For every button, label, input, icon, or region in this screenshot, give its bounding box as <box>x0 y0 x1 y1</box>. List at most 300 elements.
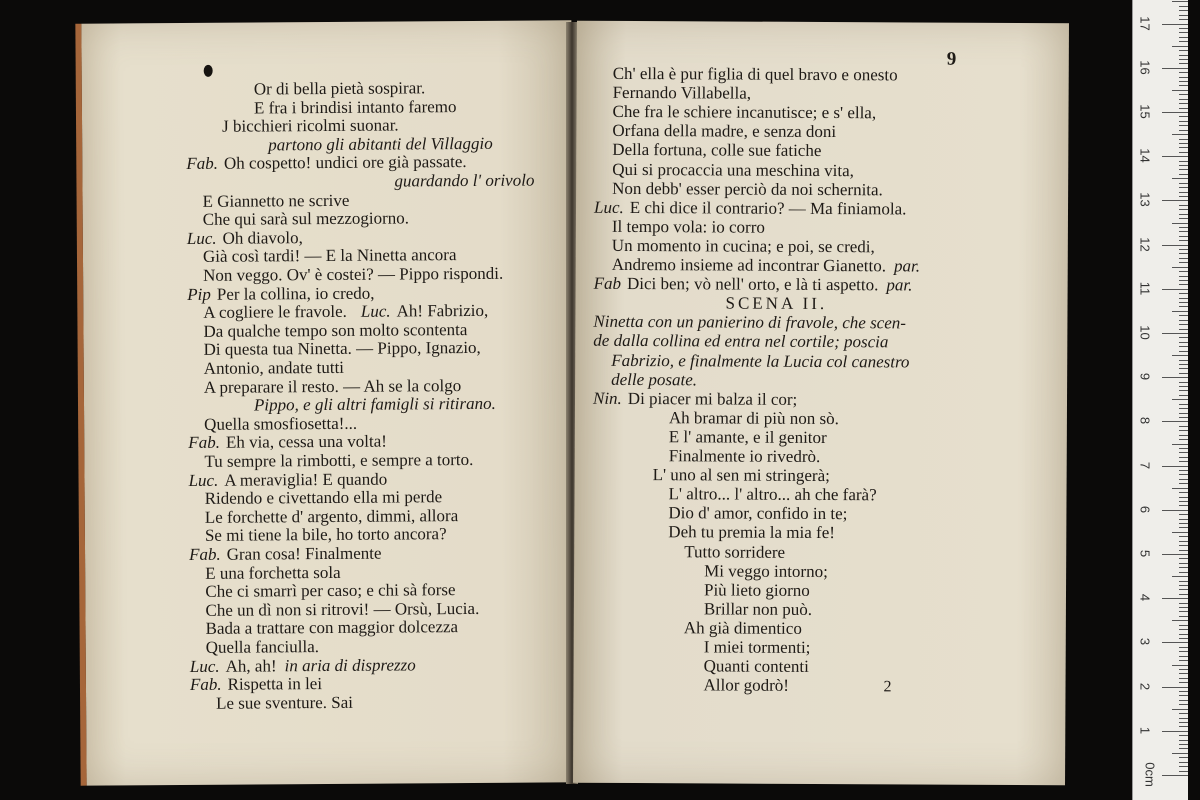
verse-text: Che qui sarà sul mezzogiorno. <box>202 208 410 230</box>
ruler-tick <box>1179 116 1188 117</box>
ruler-tick <box>1179 373 1188 374</box>
ruler-tick <box>1162 377 1188 378</box>
verse-text: Che fra le schiere incanutisce; e s' ella, <box>612 102 877 123</box>
ruler-tick <box>1179 346 1188 347</box>
ruler-tick <box>1179 147 1188 148</box>
verse-text: Quella fanciulla. <box>205 637 320 657</box>
ruler-tick <box>1179 227 1188 228</box>
text-line <box>725 295 827 314</box>
ruler-label: 3 <box>1137 638 1153 646</box>
ruler-tick <box>1179 435 1188 436</box>
verse-text: A preparare il resto. — Ah se la colgo <box>203 375 462 397</box>
verse-text: Le forchette d' argento, dimmi, allora <box>204 505 459 527</box>
text-line <box>704 562 828 581</box>
verse-text: Bada a trattare con maggior dolcezza <box>205 617 459 639</box>
ruler-tick <box>1179 161 1188 162</box>
text-line <box>612 160 854 179</box>
verse-text: Brillar non può. <box>703 599 813 619</box>
ruler-label: 13 <box>1137 192 1153 208</box>
verse-text: Ch' ella è pur figlia di quel bravo e onesto <box>612 63 898 85</box>
ruler-tick <box>1179 236 1188 237</box>
ruler-tick <box>1172 753 1188 754</box>
page-number: 9 <box>946 48 957 70</box>
verse-text: Quanti contenti <box>703 656 809 677</box>
ruler-tick <box>1162 68 1188 69</box>
ruler-tick <box>1179 483 1188 484</box>
ink-spot <box>204 65 213 77</box>
ruler-tick <box>1179 527 1188 528</box>
ruler-tick <box>1179 59 1188 60</box>
stage-direction: delle posate. <box>611 369 698 389</box>
ruler-tick <box>1172 488 1188 489</box>
ruler-tick <box>1179 364 1188 365</box>
text-line <box>613 84 752 103</box>
ruler-tick <box>1179 558 1188 559</box>
text-line <box>669 447 821 466</box>
ruler-tick <box>1179 258 1188 259</box>
ruler-tick <box>1179 452 1188 453</box>
ruler-tick <box>1179 404 1188 405</box>
ruler-tick <box>1179 461 1188 462</box>
ruler-tick <box>1162 642 1188 643</box>
ruler-tick <box>1179 125 1188 126</box>
ruler-tick <box>1172 223 1188 224</box>
ruler-tick <box>1179 214 1188 215</box>
ruler-tick <box>1179 324 1188 325</box>
text-line <box>612 103 876 122</box>
ruler-tick <box>1179 6 1188 7</box>
ruler-label: 6 <box>1137 505 1153 513</box>
ruler-tick <box>1179 240 1188 241</box>
ruler-tick <box>1162 598 1188 599</box>
ruler-tick <box>1179 19 1188 20</box>
stage-direction: Fabrizio, e finalmente la Lucia col canestro <box>611 350 910 371</box>
text-line <box>612 256 920 276</box>
ruler-tick <box>1162 687 1188 688</box>
stage-direction: partono gli abitanti del Villaggio <box>268 133 493 155</box>
ruler-tick <box>1179 656 1188 657</box>
text-line <box>254 98 457 117</box>
ruler-tick <box>1162 112 1188 113</box>
text-line <box>204 377 461 397</box>
ruler-tick <box>1179 594 1188 595</box>
verse-text: Della fortuna, colle sue fatiche <box>612 140 822 161</box>
text-line <box>254 79 425 98</box>
ruler-tick <box>1172 90 1188 91</box>
text-line <box>704 638 811 657</box>
verse-text: Antonio, andate tutti <box>203 357 345 378</box>
text-line <box>668 524 835 543</box>
ruler-tick <box>1179 196 1188 197</box>
ruler-tick <box>1172 532 1188 533</box>
verse-text: Che un dì non si ritrovi! — Orsù, Lucia. <box>205 598 480 620</box>
signature-mark: 2 <box>883 678 892 696</box>
ruler-tick <box>1179 298 1188 299</box>
text-line <box>203 191 350 210</box>
verse-text: Che ci smarrì per caso; e chi sà forse <box>205 580 456 602</box>
ruler-tick <box>1162 200 1188 201</box>
verse-text: E fra i brindisi intanto faremo <box>253 96 457 118</box>
ruler-tick <box>1179 205 1188 206</box>
left-page-text <box>81 20 571 713</box>
ruler-tick <box>1179 660 1188 661</box>
ruler-tick <box>1179 718 1188 719</box>
ruler-label: 0cm <box>1142 762 1158 787</box>
verse-text: Orfana della madre, e senza doni <box>612 121 837 142</box>
ruler-tick <box>1162 775 1188 776</box>
ruler-tick <box>1172 444 1188 445</box>
ruler-tick <box>1179 280 1188 281</box>
text-line <box>203 210 409 229</box>
ruler-tick <box>1179 395 1188 396</box>
speaker-name: Fab. <box>189 674 222 695</box>
left-page <box>75 20 576 785</box>
ruler-tick <box>1179 572 1188 573</box>
ruler-tick <box>1179 470 1188 471</box>
ruler-tick <box>1179 249 1188 250</box>
ruler-tick <box>1179 673 1188 674</box>
ruler-tick <box>1179 108 1188 109</box>
speaker-name: Pip <box>187 284 211 304</box>
ruler-tick <box>1179 638 1188 639</box>
ruler-tick <box>1179 607 1188 608</box>
ruler-tick <box>1179 757 1188 758</box>
ruler-label: 7 <box>1137 461 1153 469</box>
verse-text: Ah! Fabrizio, <box>396 301 489 321</box>
verse-text: E una forchetta sola <box>205 562 341 583</box>
text-line <box>188 433 387 452</box>
ruler-tick <box>1179 276 1188 277</box>
text-line <box>205 507 459 527</box>
ruler-tick <box>1179 695 1188 696</box>
ruler-tick <box>1179 165 1188 166</box>
ruler-tick <box>1179 519 1188 520</box>
text-line <box>703 677 789 695</box>
ruler-tick <box>1179 72 1188 73</box>
ruler-tick <box>1162 289 1188 290</box>
ruler-tick <box>1179 691 1188 692</box>
speaker-name: Nin. <box>592 388 622 408</box>
ruler-tick <box>1179 390 1188 391</box>
ruler-tick <box>1179 50 1188 51</box>
ruler-tick <box>1172 399 1188 400</box>
ruler-tick <box>1179 315 1188 316</box>
text-line <box>594 275 913 295</box>
scene-heading: SCENA II. <box>725 293 828 314</box>
ruler-tick <box>1162 554 1188 555</box>
verse-text: Ah bramar di più non sò. <box>668 408 839 428</box>
ruler-tick <box>1179 10 1188 11</box>
ruler-tick <box>1179 408 1188 409</box>
ruler-tick <box>1162 421 1188 422</box>
text-line <box>593 389 797 408</box>
ruler-tick <box>1179 744 1188 745</box>
ruler-label: 17 <box>1137 15 1153 31</box>
verse-text: Non debb' esser perciò da noi schernita. <box>612 178 883 199</box>
ruler-tick <box>1179 541 1188 542</box>
ruler-tick <box>1179 306 1188 307</box>
ruler-label: 14 <box>1137 148 1153 163</box>
text-line <box>204 339 481 359</box>
ruler-tick <box>1179 581 1188 582</box>
ruler-tick <box>1172 576 1188 577</box>
verse-text: A meraviglia! E quando <box>224 469 388 490</box>
verse-text: Le sue sventure. Sai <box>216 692 354 713</box>
ruler-tick <box>1179 669 1188 670</box>
ruler-tick <box>1179 302 1188 303</box>
ruler-tick <box>1179 536 1188 537</box>
ruler-tick <box>1179 55 1188 56</box>
verse-text: L' altro... l' altro... ah che farà? <box>668 484 877 505</box>
verse-text: Un momento in cucina; e poi, se credi, <box>611 235 875 257</box>
ruler-label: 4 <box>1137 594 1153 602</box>
ruler-label: 10 <box>1137 325 1153 340</box>
ruler-tick <box>1172 134 1188 135</box>
speaker-name: Luc. <box>189 656 220 676</box>
ruler-label: 9 <box>1137 373 1153 381</box>
ruler-tick <box>1179 514 1188 515</box>
ruler-tick <box>1179 629 1188 630</box>
speaker-name: Fab. <box>186 154 219 174</box>
verse-text: Gran cosa! Finalmente <box>226 543 382 564</box>
verse-text: Non veggo. Ov' è costei? — Pippo rispondi. <box>203 263 504 285</box>
stage-direction: par. <box>886 275 913 295</box>
text-line <box>187 229 303 248</box>
ruler-tick <box>1172 620 1188 621</box>
verse-text: Ridendo e civettando ella mi perde <box>204 487 443 509</box>
ruler-tick <box>1162 731 1188 732</box>
verse-text: E chi dice il contrario? — Ma finiamola. <box>629 197 907 219</box>
text-line <box>612 237 875 256</box>
text-line <box>205 581 455 601</box>
text-line <box>611 370 697 388</box>
ruler-tick <box>1179 231 1188 232</box>
ruler-tick <box>1172 665 1188 666</box>
ruler-tick <box>1179 271 1188 272</box>
ruler-tick <box>1179 430 1188 431</box>
ruler-tick <box>1179 651 1188 652</box>
ruler-tick <box>1179 262 1188 263</box>
ruler-tick <box>1179 457 1188 458</box>
ruler-tick <box>1179 320 1188 321</box>
verse-text: E l' amante, e il genitor <box>668 427 827 447</box>
ruler-tick <box>1179 704 1188 705</box>
ruler-tick <box>1179 722 1188 723</box>
ruler-tick <box>1179 474 1188 475</box>
verse-text: Eh via, cessa una volta! <box>225 431 387 453</box>
ruler-tick <box>1179 439 1188 440</box>
text-line <box>612 122 836 141</box>
text-line <box>394 172 534 191</box>
ruler-tick <box>1179 766 1188 767</box>
ruler-tick <box>1179 183 1188 184</box>
verse-text: Andremo insieme ad incontrar Gianetto. <box>611 254 887 276</box>
ruler-label: 5 <box>1137 549 1153 558</box>
ruler-tick <box>1172 267 1188 268</box>
ruler-tick <box>1179 337 1188 338</box>
ruler-tick <box>1179 567 1188 568</box>
ruler-tick <box>1179 32 1188 33</box>
text-line <box>206 638 319 657</box>
ruler-tick <box>1179 284 1188 285</box>
ruler-tick <box>1179 63 1188 64</box>
ruler-tick <box>1179 762 1188 763</box>
text-line <box>222 117 399 136</box>
ruler-tick <box>1179 501 1188 502</box>
ruler-tick <box>1179 253 1188 254</box>
verse-text: Dici ben; vò nell' orto, e là ti aspetto. <box>626 274 879 295</box>
ruler-tick <box>1179 382 1188 383</box>
ruler-tick <box>1179 603 1188 604</box>
speaker-name: Fab. <box>188 544 221 564</box>
ruler-label: 12 <box>1137 236 1153 252</box>
speaker-name: Fab. <box>188 433 220 453</box>
text-line <box>669 428 827 447</box>
ruler-tick <box>1179 682 1188 683</box>
ruler-tick <box>1179 329 1188 330</box>
verse-text: Qui si procaccia una meschina vita, <box>612 159 854 180</box>
ruler-tick <box>1172 178 1188 179</box>
ruler-tick <box>1179 545 1188 546</box>
text-line <box>684 543 785 562</box>
ruler-tick <box>1179 152 1188 153</box>
text-line <box>684 619 802 638</box>
ruler-tick <box>1179 700 1188 701</box>
text-line <box>203 246 457 266</box>
verse-text: L' uno al sen mi stringerà; <box>652 465 830 486</box>
ruler-tick <box>1172 355 1188 356</box>
ruler-tick <box>1162 333 1188 334</box>
verse-text: Oh diavolo, <box>222 227 303 248</box>
ruler-label: 2 <box>1137 682 1153 690</box>
ruler-tick <box>1179 647 1188 648</box>
text-line <box>668 504 847 523</box>
ruler-tick <box>1179 497 1188 498</box>
stage-direction: in aria di disprezzo <box>284 654 416 675</box>
ruler-tick <box>1179 735 1188 736</box>
ruler-tick <box>1179 192 1188 193</box>
verse-text: Tutto sorridere <box>684 541 786 562</box>
ruler-tick <box>1179 550 1188 551</box>
ruler-tick <box>1179 479 1188 480</box>
verse-text: Mi veggo intorno; <box>704 560 828 581</box>
ruler-tick <box>1179 41 1188 42</box>
ruler-tick <box>1179 37 1188 38</box>
stage-direction: guardando l' orivolo <box>394 170 535 191</box>
ruler-tick <box>1179 81 1188 82</box>
ruler-tick <box>1179 130 1188 131</box>
text-line <box>612 141 821 160</box>
ruler-tick <box>1179 77 1188 78</box>
right-page <box>573 21 1069 786</box>
ruler-tick <box>1179 293 1188 294</box>
verse-text: Ah già dimentico <box>683 618 802 638</box>
ruler-tick <box>1179 748 1188 749</box>
text-line <box>669 409 839 428</box>
ruler-tick <box>1172 311 1188 312</box>
ruler-tick <box>1162 245 1188 246</box>
verse-text: Di piacer mi balza il cor; <box>627 388 798 409</box>
ruler-tick <box>1179 139 1188 140</box>
text-line <box>612 179 883 198</box>
text-line <box>189 545 382 564</box>
ruler-tick <box>1179 85 1188 86</box>
verse-text: Fernando Villabella, <box>612 82 752 103</box>
text-line <box>190 675 322 694</box>
ruler-label: 16 <box>1137 60 1153 75</box>
ruler-label: 15 <box>1137 104 1153 119</box>
ruler-tick <box>1179 505 1188 506</box>
text-line <box>203 265 503 285</box>
ruler-tick <box>1179 28 1188 29</box>
ruler-tick <box>1179 616 1188 617</box>
ruler-tick <box>1162 24 1188 25</box>
ruler-tick <box>1162 156 1188 157</box>
speaker-name: Luc. <box>188 470 219 490</box>
text-line <box>190 656 416 676</box>
verse-text: Oh cospetto! undici ore già passate. <box>223 152 467 174</box>
ruler-tick <box>1162 510 1188 511</box>
ruler-tick <box>1179 611 1188 612</box>
text-line <box>612 218 765 237</box>
text-line <box>668 485 876 504</box>
ruler-tick <box>1179 523 1188 524</box>
ruler-tick <box>1179 209 1188 210</box>
ruler-tick <box>1179 121 1188 122</box>
text-line <box>204 451 473 471</box>
verse-text: Finalmente io rivedrò. <box>668 446 821 466</box>
verse-text: Il tempo vola: io corro <box>611 216 765 237</box>
text-line <box>613 65 898 84</box>
verse-text: Da qualche tempo son molto scontenta <box>203 319 468 341</box>
ruler-tick <box>1179 94 1188 95</box>
ruler-tick <box>1179 368 1188 369</box>
verse-text: Di questa tua Ninetta. — Pippo, Ignazio, <box>203 338 481 360</box>
text-line <box>188 470 387 489</box>
ruler-tick <box>1162 466 1188 467</box>
verse-text: Se mi tiene la bile, ho torto ancora? <box>204 524 447 546</box>
ruler-tick <box>1179 187 1188 188</box>
text-line <box>594 198 906 218</box>
verse-text: Or di bella pietà sospirar. <box>253 78 426 99</box>
text-line <box>268 135 493 155</box>
text-line <box>187 284 374 303</box>
ruler-tick <box>1179 678 1188 679</box>
verse-text: Ah, ah! <box>225 655 277 676</box>
ruler-label: 8 <box>1137 417 1153 425</box>
text-line <box>204 415 357 434</box>
measurement-ruler <box>1132 0 1188 800</box>
ruler-tick <box>1172 709 1188 710</box>
verse-text: Rispetta in lei <box>227 674 323 694</box>
ruler-label: 1 <box>1137 726 1153 734</box>
verse-text: A cogliere le fravole. <box>203 302 347 323</box>
ruler-tick <box>1179 589 1188 590</box>
stage-direction: par. <box>893 256 921 276</box>
stage-direction: de dalla collina ed entra nel cortile; poscia <box>593 331 889 352</box>
ruler-tick <box>1172 1 1188 2</box>
ruler-tick <box>1179 15 1188 16</box>
text-line <box>205 526 447 546</box>
ruler-tick <box>1179 563 1188 564</box>
ruler-tick <box>1179 169 1188 170</box>
text-line <box>216 694 353 713</box>
ruler-tick <box>1179 426 1188 427</box>
verse-text: Quella smosfiosetta!... <box>204 413 358 434</box>
verse-text: Già così tardi! — E la Ninetta ancora <box>202 245 457 267</box>
right-page-text <box>577 21 1069 696</box>
ruler-tick <box>1179 218 1188 219</box>
